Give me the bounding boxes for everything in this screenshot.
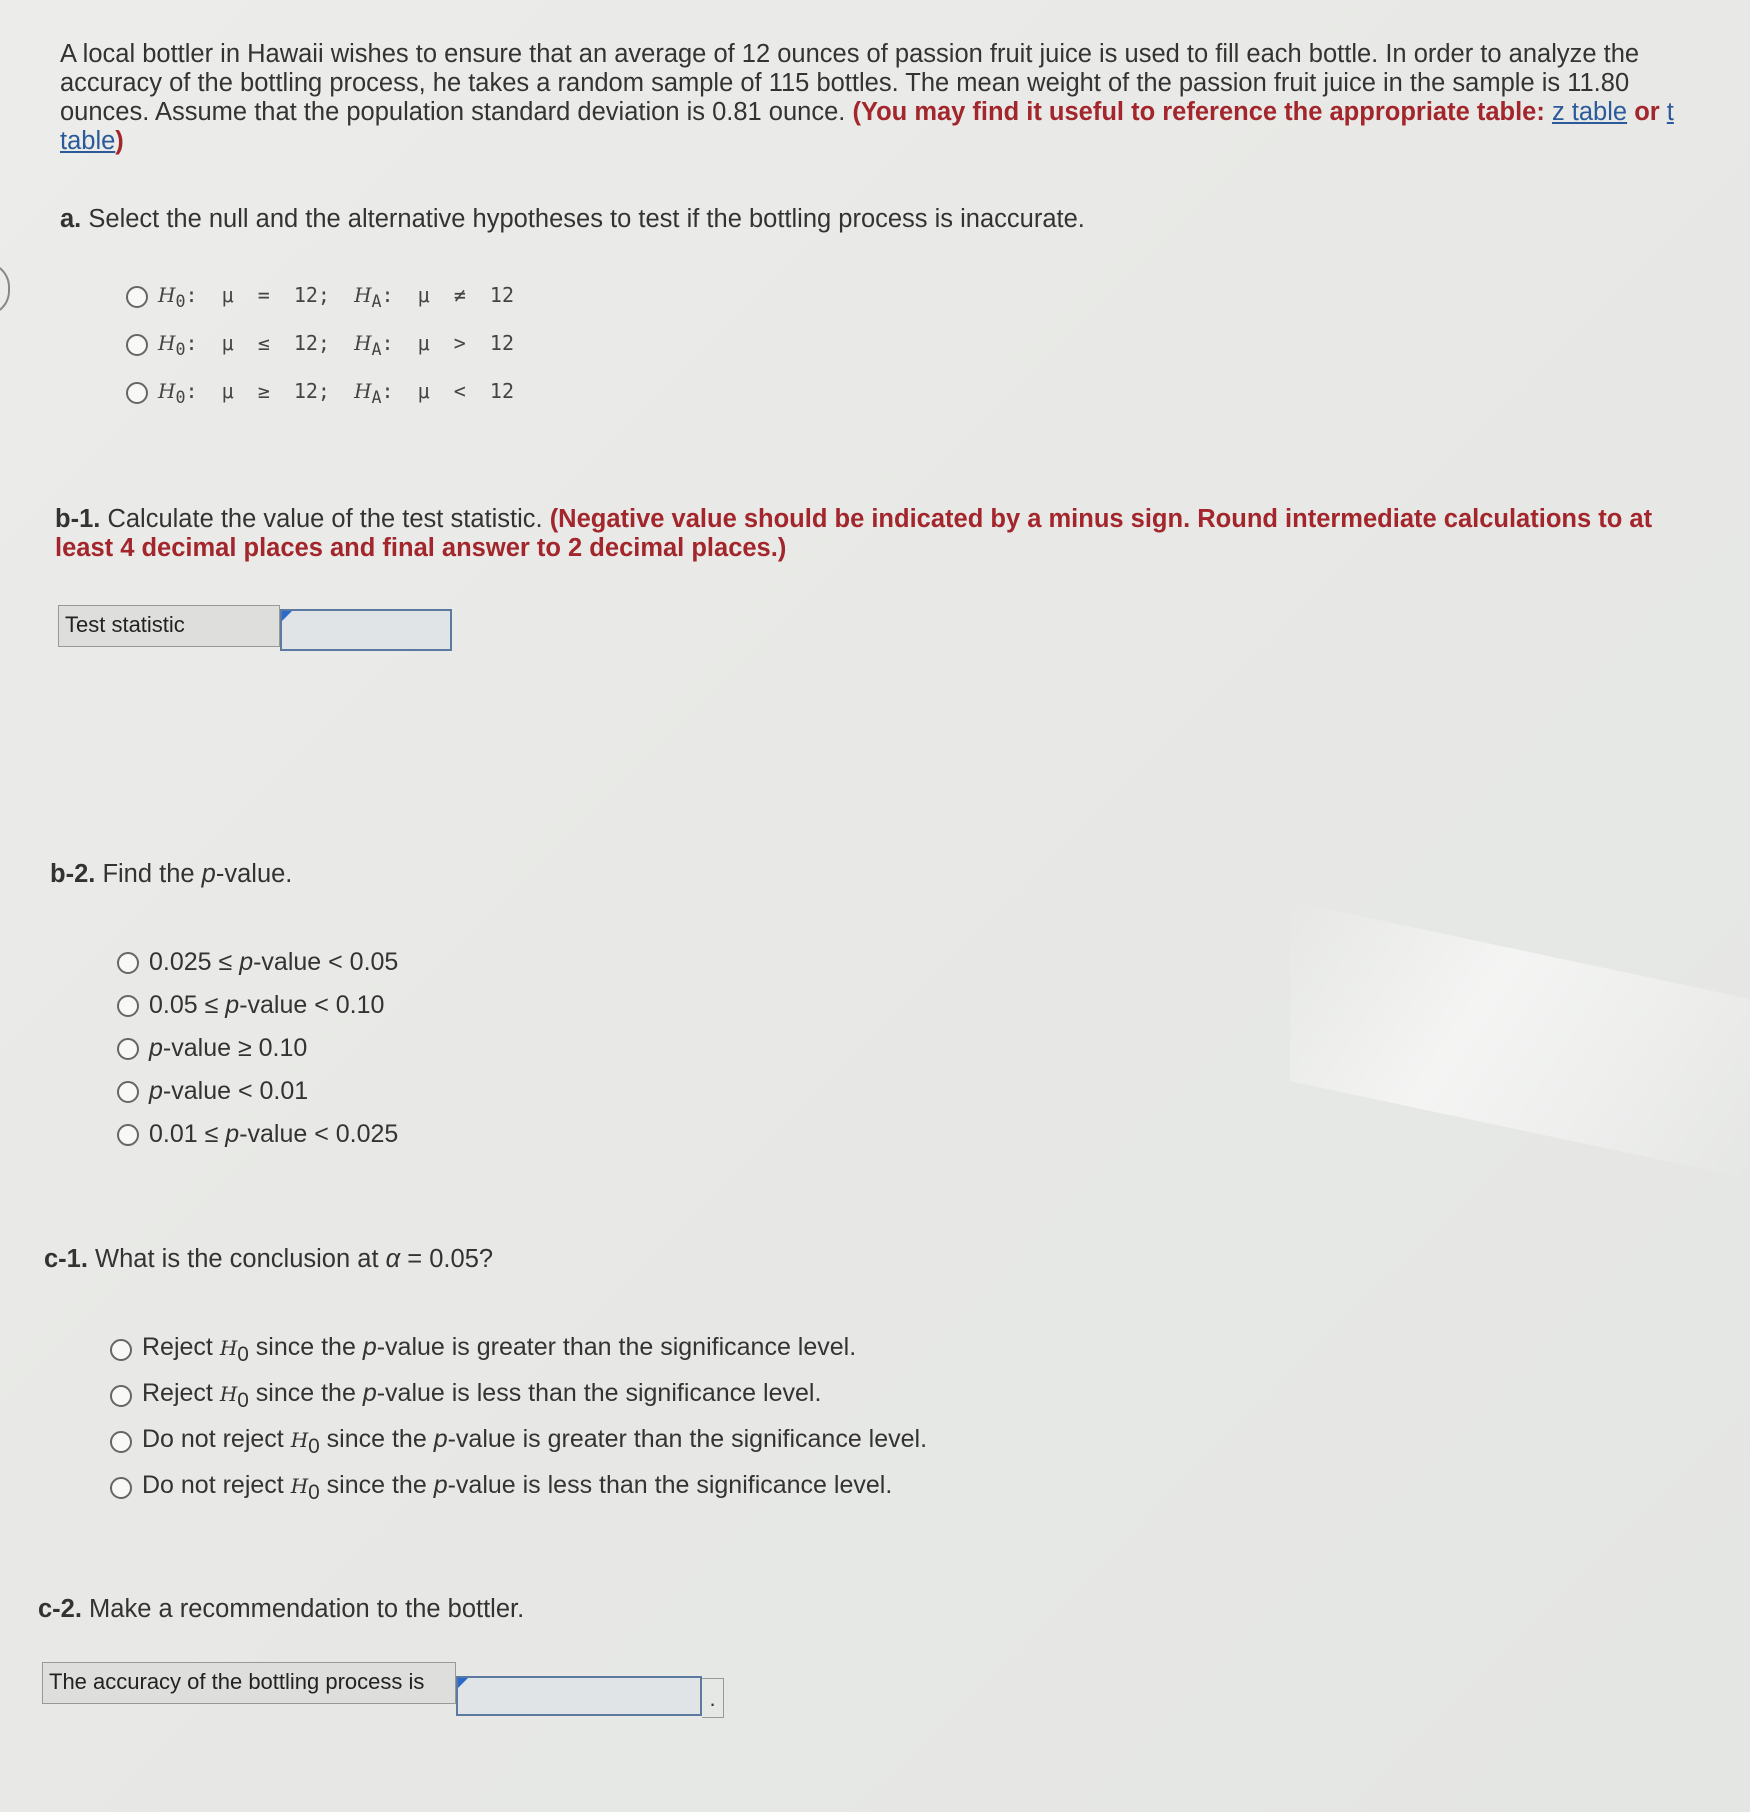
option-text: Reject $H_0$ since the p-value is greater than the significance level. bbox=[142, 1333, 857, 1366]
option-text: 0.025 ≤ p-value < 0.05 bbox=[149, 948, 399, 976]
hypothesis-option-3[interactable] bbox=[126, 379, 514, 407]
p-value-option-3[interactable] bbox=[117, 1034, 307, 1063]
radio-button[interactable] bbox=[117, 995, 139, 1017]
part-b2-p: p bbox=[201, 860, 216, 888]
radio-button[interactable] bbox=[126, 334, 148, 356]
option-text: Reject $H_0$ since the p-value is less than the significance level. bbox=[142, 1379, 822, 1412]
radio-button[interactable] bbox=[126, 382, 148, 404]
part-c1-text-post: = 0.05? bbox=[407, 1245, 494, 1273]
option-text: $H_0$: μ = 12; $H_A$: μ ≠ 12 bbox=[158, 283, 514, 311]
alpha-symbol: α bbox=[385, 1245, 401, 1273]
radio-button[interactable] bbox=[117, 952, 139, 974]
hint-prefix: (You may find it useful to reference the appropriate table: bbox=[852, 98, 1545, 126]
recommendation-period: . bbox=[702, 1678, 724, 1718]
radio-button[interactable] bbox=[110, 1339, 132, 1361]
part-b1-question bbox=[55, 505, 1715, 563]
t-table-link[interactable]: t table bbox=[60, 98, 1674, 155]
hypothesis-option-1[interactable] bbox=[126, 283, 514, 311]
part-b2-question bbox=[50, 860, 292, 889]
recommendation-label: The accuracy of the bottling process is bbox=[42, 1662, 456, 1704]
option-text: 0.01 ≤ p-value < 0.025 bbox=[149, 1120, 399, 1148]
option-text: p-value ≥ 0.10 bbox=[149, 1034, 308, 1062]
conclusion-option-1[interactable] bbox=[110, 1333, 856, 1367]
part-a-label: a. bbox=[60, 205, 82, 233]
part-b2-text-post: -value. bbox=[215, 860, 293, 888]
conclusion-option-4[interactable] bbox=[110, 1471, 892, 1505]
part-c1-label: c-1. bbox=[44, 1245, 88, 1273]
problem-statement bbox=[60, 40, 1720, 156]
part-a-question bbox=[60, 205, 1085, 234]
input-corner-marker bbox=[458, 1678, 468, 1688]
part-c2-question bbox=[38, 1595, 524, 1624]
p-value-option-1[interactable] bbox=[117, 948, 398, 977]
radio-button[interactable] bbox=[110, 1431, 132, 1453]
test-statistic-label: Test statistic bbox=[58, 605, 280, 647]
part-b1-text: Calculate the value of the test statistic. bbox=[107, 505, 543, 533]
hint-suffix: ) bbox=[115, 127, 124, 155]
p-value-option-2[interactable] bbox=[117, 991, 384, 1020]
radio-button[interactable] bbox=[117, 1038, 139, 1060]
part-c1-question bbox=[44, 1245, 493, 1274]
conclusion-option-2[interactable] bbox=[110, 1379, 821, 1413]
hint-or: or bbox=[1634, 98, 1660, 126]
radio-button[interactable] bbox=[110, 1385, 132, 1407]
problem-text: A local bottler in Hawaii wishes to ensure that an average of 12 ounces of passion fruit juice is used to fill each bottle. In order to analyze the accuracy of the bottling process, he takes a random sample of 115 bottles. The mean weight of the passion fruit juice in the sample is 11.80 ounces. Assume that the population standard deviation is 0.81 ounce. bbox=[60, 40, 1640, 126]
z-table-link[interactable]: z table bbox=[1551, 98, 1628, 126]
option-text: $H_0$: μ ≤ 12; $H_A$: μ > 12 bbox=[158, 331, 514, 359]
radio-button[interactable] bbox=[117, 1081, 139, 1103]
part-b2-label: b-2. bbox=[50, 860, 96, 888]
option-text: Do not reject $H_0$ since the p-value is greater than the significance level. bbox=[142, 1425, 928, 1458]
radio-button[interactable] bbox=[110, 1477, 132, 1499]
p-value-option-4[interactable] bbox=[117, 1077, 308, 1106]
option-text: $H_0$: μ ≥ 12; $H_A$: μ < 12 bbox=[158, 379, 514, 407]
part-c1-text-pre: What is the conclusion at bbox=[95, 1245, 379, 1273]
input-corner-marker bbox=[282, 611, 292, 621]
side-panel-tab[interactable] bbox=[0, 262, 10, 316]
recommendation-dropdown[interactable] bbox=[456, 1676, 702, 1716]
part-b1-label: b-1. bbox=[55, 505, 101, 533]
hypothesis-option-2[interactable] bbox=[126, 331, 514, 359]
part-a-text: Select the null and the alternative hypotheses to test if the bottling process is inaccurate. bbox=[88, 205, 1085, 233]
test-statistic-input[interactable] bbox=[280, 609, 452, 651]
radio-button[interactable] bbox=[117, 1124, 139, 1146]
option-text: p-value < 0.01 bbox=[149, 1077, 309, 1105]
part-c2-label: c-2. bbox=[38, 1595, 82, 1623]
radio-button[interactable] bbox=[126, 286, 148, 308]
part-b1-instruction: (Negative value should be indicated by a minus sign. Round intermediate calculations to at least 4 decimal places and final answer to 2 decimal places.) bbox=[55, 505, 1653, 562]
p-value-option-5[interactable] bbox=[117, 1120, 398, 1149]
option-text: 0.05 ≤ p-value < 0.10 bbox=[149, 991, 385, 1019]
part-c2-text: Make a recommendation to the bottler. bbox=[89, 1595, 525, 1623]
screen-glare bbox=[1290, 901, 1750, 1179]
part-b2-text-pre: Find the bbox=[102, 860, 195, 888]
option-text: Do not reject $H_0$ since the p-value is less than the significance level. bbox=[142, 1471, 893, 1504]
conclusion-option-3[interactable] bbox=[110, 1425, 927, 1459]
